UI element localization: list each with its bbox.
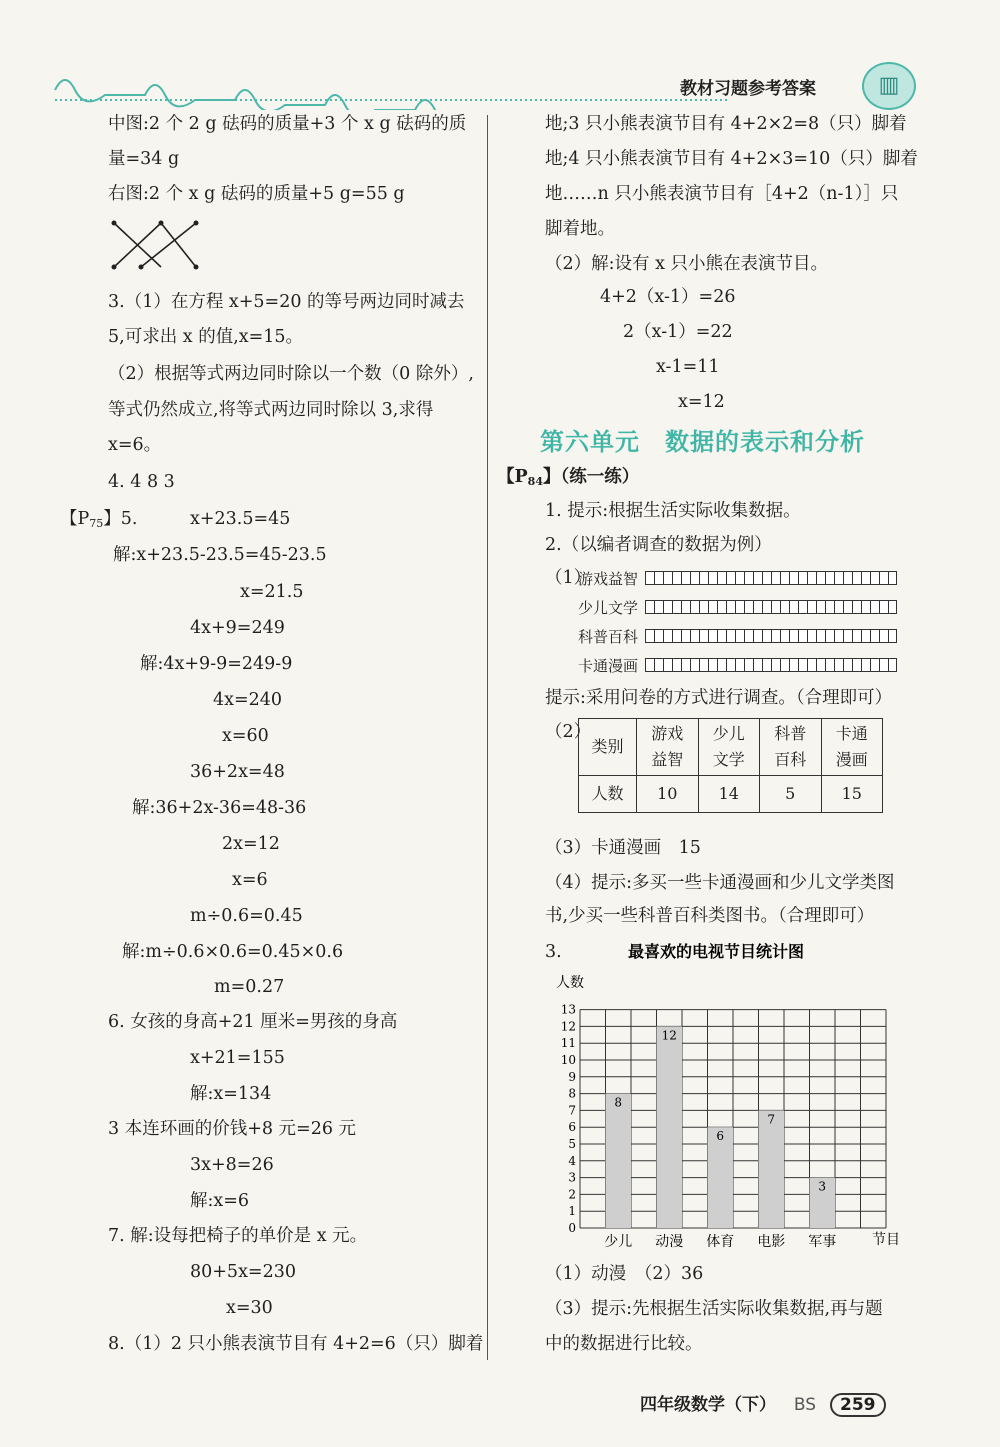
page-ref-p75-close: 】5. bbox=[103, 509, 138, 529]
equation-line: 4x=240 bbox=[213, 690, 283, 710]
y-tick-label: 9 bbox=[568, 1069, 576, 1084]
tally-bar bbox=[645, 658, 897, 672]
section-title: 第六单元 数据的表示和分析 bbox=[540, 428, 865, 456]
tally-bar bbox=[645, 629, 897, 643]
table-cell: 15 bbox=[821, 776, 883, 813]
equation-line: x=60 bbox=[222, 726, 269, 746]
page-ref-p75-open: 【P bbox=[60, 509, 90, 529]
left-line-8: x=6。 bbox=[108, 435, 162, 455]
footer bbox=[640, 1390, 886, 1417]
column-divider bbox=[487, 115, 488, 1360]
tally-bar bbox=[645, 600, 897, 614]
answer-2-part-2: （2） bbox=[545, 722, 592, 742]
hint-1: 提示:采用问卷的方式进行调查。（合理即可） bbox=[545, 688, 893, 708]
chart-answer-1: （1）动漫 （2）36 bbox=[545, 1264, 704, 1284]
x-tick-label: 少儿 bbox=[604, 1234, 633, 1250]
decorative-swirl-line bbox=[50, 60, 730, 110]
answer-2-part-4-cont: 书,少买一些科普百科类图书。（合理即可） bbox=[545, 906, 875, 926]
y-tick-label: 7 bbox=[568, 1103, 576, 1118]
page-ref-p84-close: 】（练一练） bbox=[542, 467, 640, 487]
category-label: 科普百科 bbox=[578, 628, 639, 646]
left-line-3: 右图:2 个 x g 砝码的质量+5 g=55 g bbox=[108, 184, 405, 204]
table-cell: 人数 bbox=[579, 776, 637, 813]
equation-line: 解:36+2x-36=48-36 bbox=[132, 798, 307, 818]
chart-answer-2: （3）提示:先根据生活实际收集数据,再与题 bbox=[545, 1299, 883, 1319]
chart-xlabel: 节目 bbox=[872, 1232, 900, 1248]
table-cell: 14 bbox=[698, 776, 760, 813]
footer-edition: BS bbox=[793, 1395, 817, 1415]
category-label: 卡通漫画 bbox=[578, 657, 639, 675]
table-header-cell: 卡通 漫画 bbox=[821, 719, 883, 776]
equation-line: x=21.5 bbox=[240, 582, 304, 602]
equation-line: x-1=11 bbox=[656, 357, 720, 377]
answer-2-part-4: （4）提示:多买一些卡通漫画和少儿文学类图 bbox=[545, 873, 895, 893]
left-line-9: 4. 4 8 3 bbox=[108, 472, 175, 492]
header bbox=[0, 60, 1000, 110]
equation-line: 3x+8=26 bbox=[190, 1155, 274, 1175]
y-tick-label: 11 bbox=[560, 1036, 576, 1051]
equation-line: m÷0.6=0.45 bbox=[190, 906, 303, 926]
table-header-cell: 少儿 文学 bbox=[698, 719, 760, 776]
data-label: 12 bbox=[661, 1028, 677, 1043]
right-line-2: 地;4 只小熊表演节目有 4+2×3=10（只）脚着 bbox=[545, 149, 918, 169]
question-7: 7. 解:设每把椅子的单价是 x 元。 bbox=[108, 1226, 368, 1246]
equation-line: 2x=12 bbox=[222, 834, 280, 854]
data-label: 7 bbox=[767, 1112, 776, 1127]
chart-ylabel: 人数 bbox=[556, 975, 584, 991]
x-tick-label: 动漫 bbox=[655, 1234, 684, 1250]
page-ref-p75-num: 75 bbox=[89, 517, 104, 530]
left-line-7: 等式仍然成立,将等式两边同时除以 3,求得 bbox=[108, 400, 434, 420]
equation-line: x+21=155 bbox=[190, 1048, 285, 1068]
equation-line: 4+2（x-1）=26 bbox=[600, 287, 736, 307]
equation-line: x+23.5=45 bbox=[190, 509, 291, 529]
x-tick-label: 电影 bbox=[757, 1234, 786, 1250]
equation-line: 解:4x+9-9=249-9 bbox=[140, 654, 293, 674]
tally-bar bbox=[645, 571, 897, 585]
category-label: 游戏益智 bbox=[578, 570, 639, 588]
page-ref-p84-num: 84 bbox=[527, 475, 543, 488]
y-tick-label: 10 bbox=[560, 1053, 576, 1067]
bar bbox=[759, 1110, 785, 1228]
x-tick-label: 军事 bbox=[808, 1234, 837, 1250]
table-header-cell: 科普 百科 bbox=[760, 719, 822, 776]
answer-2-part-3: （3）卡通漫画 15 bbox=[545, 838, 701, 858]
table-cell: 10 bbox=[637, 776, 699, 813]
table-row bbox=[579, 776, 883, 813]
right-line-3: 地……n 只小熊表演节目有［4+2（n-1）］只 bbox=[545, 184, 899, 204]
category-label: 少儿文学 bbox=[578, 599, 639, 617]
matching-lines-figure bbox=[106, 215, 206, 275]
table-cell: 5 bbox=[760, 776, 822, 813]
y-tick-label: 3 bbox=[568, 1170, 576, 1185]
answer-2-part-1: （1） bbox=[545, 568, 592, 588]
equation-line: 解:x=134 bbox=[190, 1084, 272, 1104]
y-tick-label: 13 bbox=[560, 1002, 576, 1017]
book-logo-icon: ▥ bbox=[862, 62, 916, 110]
question-3-number: 3. bbox=[545, 942, 562, 962]
question-6: 6. 女孩的身高+21 厘米=男孩的身高 bbox=[108, 1012, 398, 1032]
bar-chart bbox=[540, 940, 940, 1250]
y-tick-label: 0 bbox=[568, 1221, 576, 1235]
answer-1: 1. 提示:根据生活实际收集数据。 bbox=[545, 501, 801, 521]
equation-line: x=12 bbox=[678, 392, 725, 412]
y-tick-label: 5 bbox=[568, 1137, 576, 1151]
x-tick-label: 体育 bbox=[706, 1234, 735, 1250]
y-tick-label: 1 bbox=[568, 1204, 576, 1219]
data-label: 8 bbox=[614, 1095, 623, 1110]
y-tick-label: 2 bbox=[568, 1187, 576, 1202]
page-ref-p84-open: 【P bbox=[497, 467, 528, 487]
equation-line: x=6 bbox=[232, 870, 268, 890]
right-line-4: 脚着地。 bbox=[545, 219, 615, 239]
left-line-5: 5,可求出 x 的值,x=15。 bbox=[108, 327, 304, 347]
equation-line: 36+2x=48 bbox=[190, 762, 285, 782]
bar bbox=[606, 1094, 632, 1228]
equation-line: 80+5x=230 bbox=[190, 1262, 296, 1282]
left-line-2: 量=34 g bbox=[108, 149, 180, 169]
chart-answer-3: 中的数据进行比较。 bbox=[545, 1334, 703, 1354]
footer-page-number: 259 bbox=[830, 1393, 886, 1417]
right-line-5: （2）解:设有 x 只小熊在表演节目。 bbox=[545, 254, 829, 274]
equation-line: 解:m÷0.6×0.6=0.45×0.6 bbox=[122, 942, 344, 962]
chart-title: 最喜欢的电视节目统计图 bbox=[628, 942, 805, 961]
question-8: 8.（1）2 只小熊表演节目有 4+2=6（只）脚着 bbox=[108, 1334, 484, 1354]
table-header-cell: 游戏 益智 bbox=[637, 719, 699, 776]
y-tick-label: 12 bbox=[560, 1019, 576, 1034]
y-tick-label: 8 bbox=[568, 1086, 576, 1101]
footer-book: 四年级数学（下） bbox=[640, 1395, 776, 1415]
data-table bbox=[578, 718, 883, 813]
data-label: 6 bbox=[716, 1129, 725, 1144]
table-header-cell: 类别 bbox=[579, 719, 637, 776]
header-title: 教材习题参考答案 bbox=[680, 79, 816, 99]
equation-line: 解:x+23.5-23.5=45-23.5 bbox=[113, 545, 327, 565]
equation-line: m=0.27 bbox=[214, 977, 285, 997]
left-line-6: （2）根据等式两边同时除以一个数（0 除外）, bbox=[108, 364, 474, 384]
right-line-1: 地;3 只小熊表演节目有 4+2×2=8（只）脚着 bbox=[545, 114, 907, 134]
left-line-4: 3.（1）在方程 x+5=20 的等号两边同时减去 bbox=[108, 292, 465, 312]
data-label: 3 bbox=[818, 1179, 827, 1194]
left-line-1: 中图:2 个 2 g 砝码的质量+3 个 x g 砝码的质 bbox=[108, 114, 467, 134]
question-6-part: 3 本连环画的价钱+8 元=26 元 bbox=[108, 1119, 357, 1139]
equation-line: x=30 bbox=[226, 1298, 273, 1318]
equation-line: 4x+9=249 bbox=[190, 618, 285, 638]
y-tick-label: 6 bbox=[568, 1120, 576, 1135]
page-ref-p84 bbox=[497, 465, 639, 494]
answer-2: 2.（以编者调查的数据为例） bbox=[545, 535, 772, 555]
table-row bbox=[579, 719, 883, 776]
y-tick-label: 4 bbox=[568, 1153, 576, 1168]
equation-line: 解:x=6 bbox=[190, 1191, 250, 1211]
bar bbox=[657, 1026, 683, 1228]
page-ref-p75 bbox=[60, 507, 137, 536]
equation-line: 2（x-1）=22 bbox=[623, 322, 733, 342]
